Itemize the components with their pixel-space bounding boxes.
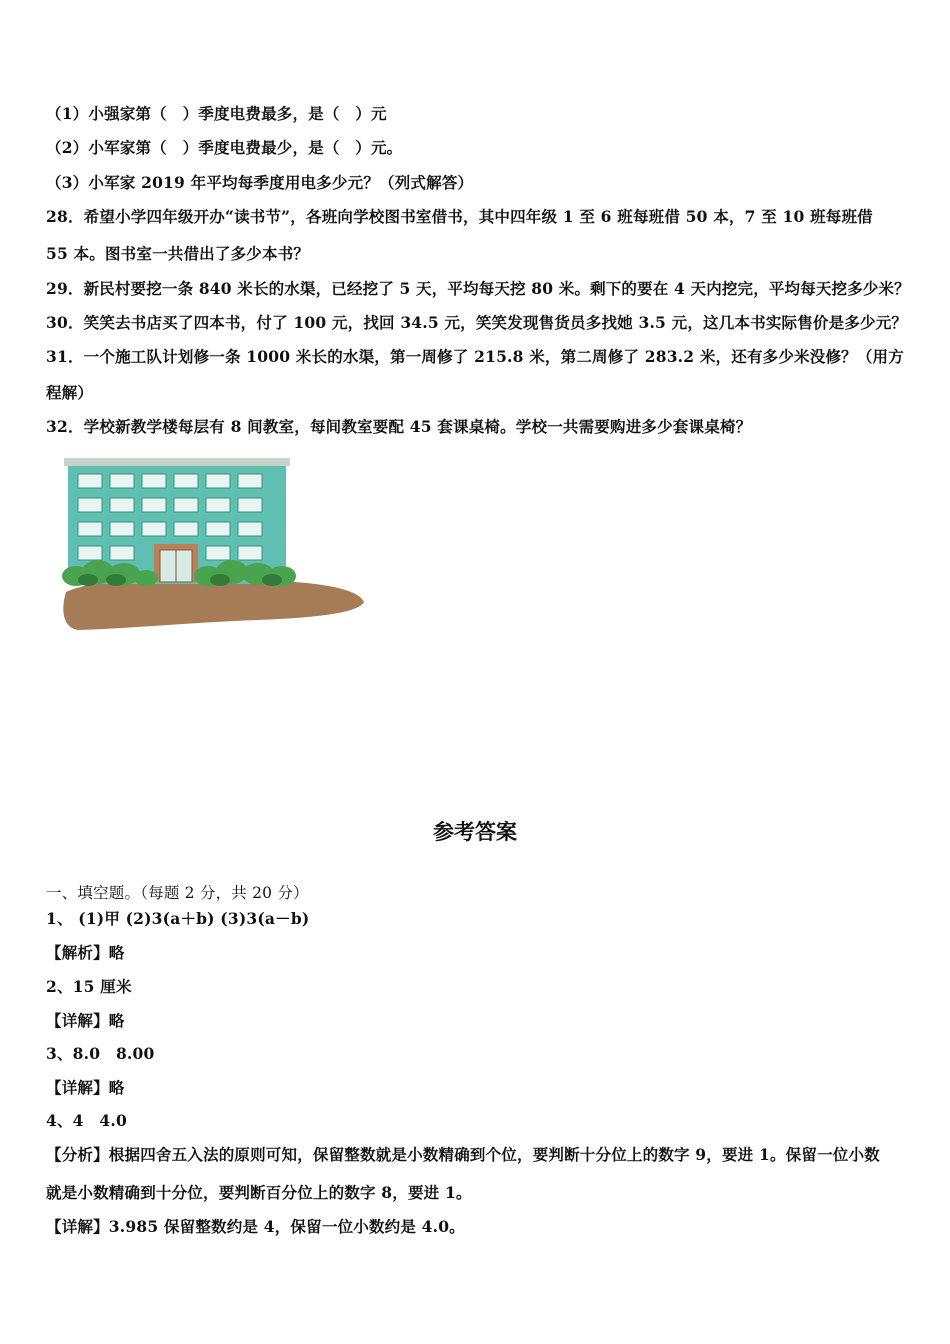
question-28-line-1: 28．希望小学四年级开办“读书节”，各班向学校图书室借书，其中四年级 1 至 6 班每班借 50 本，7 至 10 班每班借 xyxy=(46,207,873,226)
answer-key-heading: 参考答案 xyxy=(433,819,517,844)
question-32: 32．学校新教学楼每层有 8 间教室，每间教室要配 45 套课桌椅。学校一共需要购进多少套课桌椅？ xyxy=(46,417,752,436)
question-28-line-2: 55 本。图书室一共借出了多少本书？ xyxy=(46,244,310,263)
answer-4-analysis-line-1: 【分析】根据四舍五入法的原则可知，保留整数就是小数精确到个位，要判断十分位上的数字 9，要进 1。保留一位小数 xyxy=(46,1145,880,1164)
question-27-part-1: （1）小强家第（ ）季度电费最多，是（ ）元 xyxy=(46,104,387,123)
question-31-line-1: 31．一个施工队计划修一条 1000 米长的水渠，第一周修了 215.8 米，第二周修了 283.2 米，还有多少米没修？（用方 xyxy=(46,347,904,366)
school-building-illustration xyxy=(58,452,368,634)
question-27-part-3: （3）小军家 2019 年平均每季度用电多少元？（列式解答） xyxy=(46,173,474,192)
question-29: 29．新民村要挖一条 840 米长的水渠，已经挖了 5 天，平均每天挖 80 米。剩下的要在 4 天内挖完，平均每天挖多少米？ xyxy=(46,279,910,298)
answer-1-note: 【解析】略 xyxy=(46,943,125,962)
question-30: 30．笑笑去书店买了四本书，付了 100 元，找回 34.5 元，笑笑发现售货员多找她 3.5 元，这几本书实际售价是多少元？ xyxy=(46,313,908,332)
answer-1: 1、 (1)甲 (2)3(a＋b) (3)3(a－b) xyxy=(46,909,310,928)
section-1-title: 一、填空题。（每题 2 分，共 20 分） xyxy=(46,884,309,902)
answer-4-detail: 【详解】3.985 保留整数约是 4，保留一位小数约是 4.0。 xyxy=(46,1217,465,1236)
question-31-line-2: 程解） xyxy=(46,383,94,402)
answer-3-note: 【详解】略 xyxy=(46,1078,125,1097)
answer-4-analysis-line-2: 就是小数精确到十分位，要判断百分位上的数字 8，要进 1。 xyxy=(46,1183,472,1202)
answer-3: 3、8.0 8.00 xyxy=(46,1044,155,1063)
answer-2: 2、15 厘米 xyxy=(46,977,132,996)
answer-2-note: 【详解】略 xyxy=(46,1011,125,1030)
answer-4: 4、4 4.0 xyxy=(46,1111,127,1130)
question-27-part-2: （2）小军家第（ ）季度电费最少，是（ ）元。 xyxy=(46,138,403,157)
